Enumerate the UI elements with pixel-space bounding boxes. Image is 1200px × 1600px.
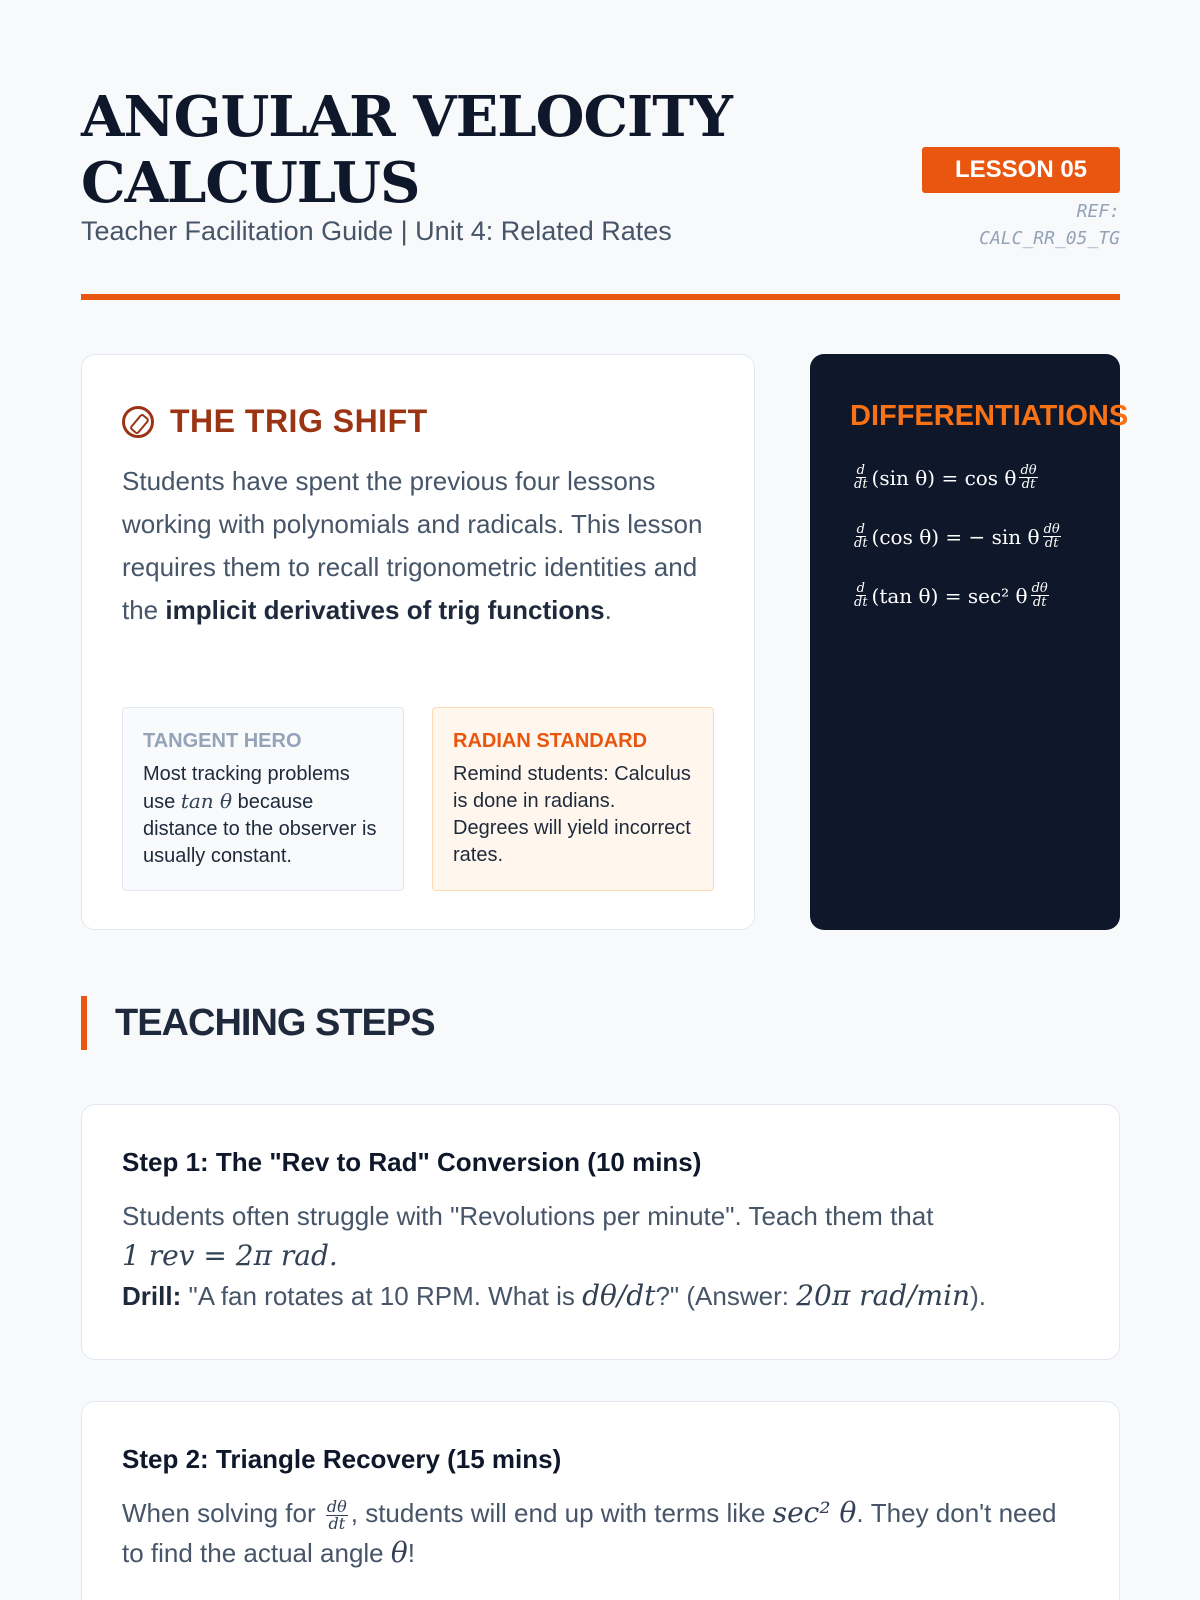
frac-num: dθ [1020,463,1037,478]
title-line-2: CALCULUS [81,150,420,216]
ref-value: CALC_RR_05_TG [979,228,1120,249]
drill-answer: 20π rad/min [796,1279,971,1312]
step-text-before: When solving for [122,1498,323,1528]
d-dt-fraction [853,523,869,550]
step-text-intro: Students often struggle with "Revolutions per minute". Teach them that [122,1201,934,1231]
frac-den: dt [1021,477,1036,492]
sec-squared-math: sec² θ [772,1496,857,1529]
differentiations-title: DIFFERENTIATIONS [850,400,1129,432]
frac-den: dt [328,1513,346,1533]
tip-label: TANGENT HERO [143,730,302,752]
d-dt-fraction [853,582,869,609]
formula-body: (tan θ) = sec² θ [871,583,1028,608]
title-line-1: ANGULAR VELOCITY [81,84,732,150]
formula-tan [850,582,1052,609]
formula-body: (sin θ) = cos θ [871,465,1017,490]
frac-num: dθ [326,1496,347,1516]
header-divider [81,294,1120,300]
frac-num: d [856,581,865,596]
frac-num: d [856,463,865,478]
lesson-badge: LESSON 05 [922,147,1120,193]
body-text: Students have spent the previous four lessons working with polynomials and radicals. This lesson requires them to recall trigonometric identities and the [122,466,703,625]
step-card-1 [81,1104,1120,1360]
tip-text [143,761,383,870]
trig-shift-body [122,460,722,632]
step-title: Step 2: Triangle Recovery (15 mins) [122,1444,562,1474]
frac-den: dt [854,595,868,610]
drill-label: Drill: [122,1281,182,1311]
drill-text: "A fan rotates at 10 RPM. What is [181,1281,583,1311]
formula-cos [850,523,1064,550]
tip-radian-standard [432,707,714,891]
tip-label: RADIAN STANDARD [453,730,648,752]
step-math: 1 rev = 2π rad. [122,1239,338,1272]
dtheta-dt-fraction [1043,523,1061,550]
formula-body: (cos θ) = − sin θ [871,524,1040,549]
teaching-steps-heading [81,996,435,1050]
frac-den: dt [1044,536,1059,551]
tip-tangent-hero [122,707,404,891]
drill-end: ). [970,1281,986,1311]
page-title [81,84,732,216]
d-dt-fraction [853,464,869,491]
frac-den: dt [854,536,868,551]
frac-num: d [856,522,865,537]
tip-text-after: because distance to the observer is usually constant. [143,791,377,867]
drill-math: dθ/dt [582,1279,656,1312]
body-emphasis: implicit derivatives of trig functions [165,595,605,625]
step-text [122,1196,1079,1316]
reference-code [860,198,1120,252]
trig-shift-title: THE TRIG SHIFT [170,403,428,439]
dtheta-dt-fraction [326,1496,348,1533]
trig-shift-header [122,403,428,440]
document-page [81,0,1129,1569]
body-end: . [604,595,612,625]
frac-num: dθ [1043,522,1060,537]
section-accent-bar [81,996,87,1050]
step-card-2 [81,1401,1120,1600]
page-subtitle: Teacher Facilitation Guide | Unit 4: Related Rates [81,216,672,246]
trig-shift-card [81,354,755,930]
step-title: Step 1: The "Rev to Rad" Conversion (10 mins) [122,1147,702,1177]
theta-math: θ [390,1536,408,1569]
tip-math: tan θ [180,789,233,813]
formula-sin [850,464,1041,491]
frac-num: dθ [1031,581,1048,596]
dtheta-dt-fraction [1019,464,1037,491]
tip-text-before: Most tracking problems use [143,763,350,813]
header [81,0,1120,300]
ref-label: REF: [1076,201,1120,222]
step-text-end: ! [407,1538,415,1568]
compass-icon [122,406,154,438]
step-text-mid: , students will end up with terms like [350,1498,773,1528]
frac-den: dt [1032,595,1047,610]
step-text-after: . They don't need to find the actual angle [122,1498,1057,1568]
frac-den: dt [854,477,868,492]
drill-mid: ?" (Answer: [655,1281,797,1311]
dtheta-dt-fraction [1031,582,1049,609]
teaching-steps-title: TEACHING STEPS [115,1001,435,1044]
step-text [122,1493,1079,1573]
differentiations-panel [810,354,1129,930]
tip-text: Remind students: Calculus is done in radians. Degrees will yield incorrect rates. [453,763,691,866]
